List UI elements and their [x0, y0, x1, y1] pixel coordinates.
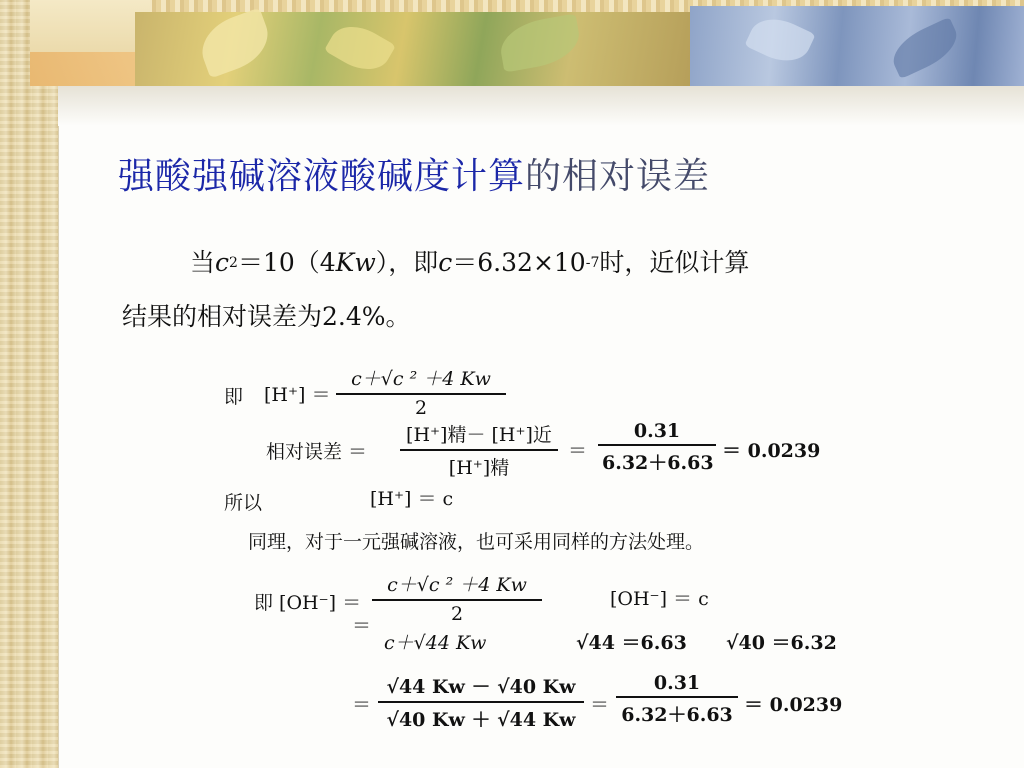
eq6-fraction: [378, 672, 584, 732]
eq6-denominator-2: 6.32＋6.63: [621, 704, 733, 726]
header-shadow: [58, 86, 1024, 126]
fraction-bar: [372, 599, 542, 601]
title-part-1: 强酸强碱溶液酸碱度计算: [118, 156, 526, 197]
eq6-equals: ＝: [352, 694, 372, 716]
eq2-fraction: [400, 420, 558, 480]
eq4-fraction: [372, 570, 542, 625]
eq6-numerator: √44 Kw － √40 Kw: [386, 676, 576, 698]
eq1-numerator: c＋√c ² ＋4 Kw: [351, 368, 491, 390]
left-texture-strip: [0, 0, 58, 768]
eq1-lhs: [H⁺] ＝: [264, 384, 331, 406]
fraction-bar: [378, 701, 584, 703]
eq4-numerator: c＋√c ² ＋4 Kw: [387, 574, 527, 596]
eq1-denominator: 2: [414, 397, 428, 419]
eq2-result: ＝ 0.0239: [722, 440, 821, 462]
analogy-sentence: 同理，对于一元强碱溶液，也可采用同样的方法处理。: [248, 531, 705, 553]
eq6-denominator: √40 Kw ＋ √44 Kw: [386, 709, 576, 731]
eq4-label: 即 [OH⁻] ＝: [254, 592, 362, 614]
eq2-denominator: [H⁺]精: [448, 457, 510, 479]
eq6-equals-2: ＝: [590, 694, 610, 716]
title-part-2: 的相对误差: [525, 156, 711, 197]
fraction-bar: [400, 449, 558, 451]
eq3-label: 所以: [224, 492, 263, 514]
slide-title: [118, 148, 710, 199]
eq3-expr: [H⁺] ＝ c: [370, 488, 454, 510]
eq1-label: 即: [224, 386, 244, 408]
eq6-numerator-2: 0.31: [653, 672, 701, 694]
eq5-equals: ＝: [352, 615, 372, 637]
intro-paragraph-line2: 结果的相对误差为2.4%。: [122, 302, 411, 331]
eq6-fraction-2: [616, 672, 738, 727]
eq2-numerator: [H⁺]精－ [H⁺]近: [406, 424, 552, 446]
intro-paragraph-line1: 当$c^2=10(4Kw)$，即$c=6.32\times 10^{-7}$时，近似计算: [190, 248, 750, 277]
eq5-right-1: √44 ＝6.63: [576, 632, 687, 654]
eq2-fraction-2: [598, 420, 716, 475]
eq4-right: [OH⁻] ＝ c: [610, 588, 709, 610]
eq5-right-2: √40 ＝6.32: [726, 632, 837, 654]
header-banner-image: [30, 0, 1024, 86]
eq4-denominator: 2: [450, 603, 464, 625]
eq2-equals: ＝: [568, 440, 588, 462]
eq5-denominator: c＋√44 Kw: [384, 632, 487, 654]
eq6-result: ＝ 0.0239: [744, 694, 843, 716]
fraction-bar: [616, 696, 738, 698]
eq2-label: 相对误差 ＝: [266, 441, 368, 463]
fraction-bar: [598, 444, 716, 446]
eq1-fraction: [336, 364, 506, 419]
eq2-denominator-2: 6.32＋6.63: [602, 452, 714, 474]
fraction-bar: [336, 393, 506, 395]
eq2-numerator-2: 0.31: [633, 420, 681, 442]
